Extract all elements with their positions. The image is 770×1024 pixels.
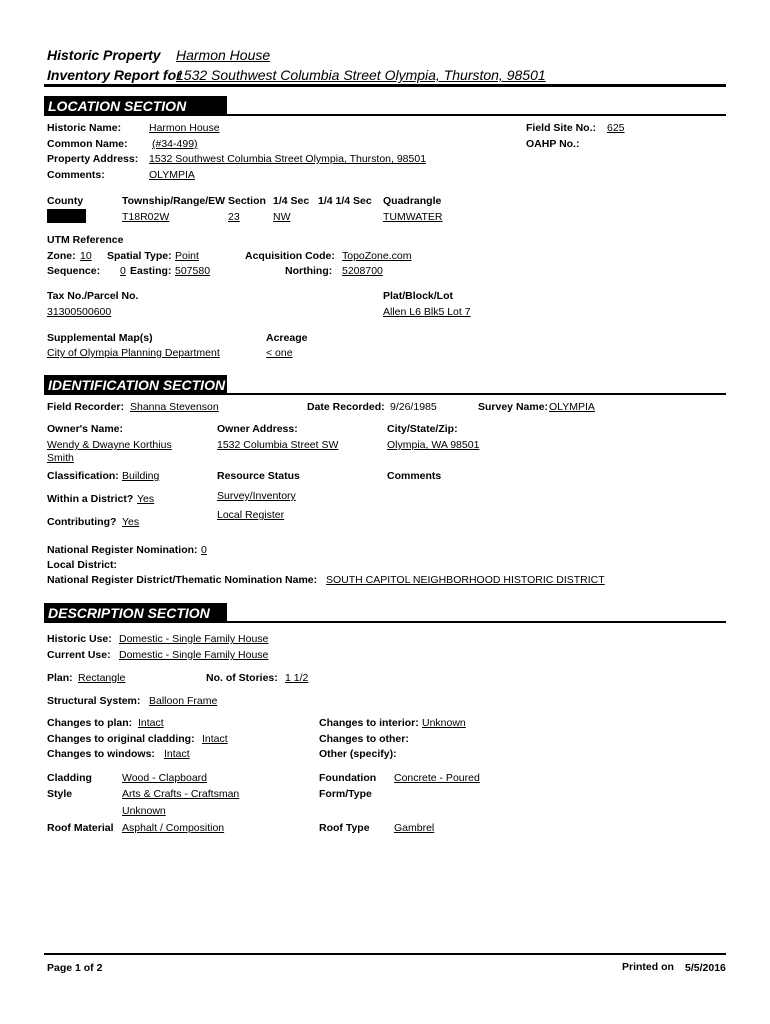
header-title-label: Historic Property xyxy=(47,47,161,63)
nr-district-label: National Register District/Thematic Nomination Name: xyxy=(47,574,318,586)
roof-material-value: Asphalt / Composition xyxy=(122,822,225,834)
survey-name-value: OLYMPIA xyxy=(549,401,595,413)
acquisition-value: TopoZone.com xyxy=(342,250,412,262)
northing-label: Northing: xyxy=(285,265,333,277)
historic-name-value: Harmon House xyxy=(149,122,220,134)
city-state-zip-label: City/State/Zip: xyxy=(387,423,458,435)
current-use-label: Current Use: xyxy=(47,649,111,661)
stories-label: No. of Stories: xyxy=(206,672,278,684)
contributing-value: Yes xyxy=(122,516,140,528)
changes-other-label: Changes to other: xyxy=(319,733,409,745)
sequence-value: 0 xyxy=(120,265,126,277)
quadrangle-value: TUMWATER xyxy=(383,211,443,223)
resource-status-value-1: Survey/Inventory xyxy=(217,490,296,502)
header-report-label: Inventory Report for xyxy=(47,67,182,83)
id-comments-label: Comments xyxy=(387,470,442,482)
nr-nomination-label: National Register Nomination: xyxy=(47,544,198,556)
current-use-value: Domestic - Single Family House xyxy=(119,649,269,661)
property-address-value: 1532 Southwest Columbia Street Olympia, Thurston, 98501 xyxy=(149,153,427,165)
trs-value: T18R02W xyxy=(122,211,170,223)
roof-type-value: Gambrel xyxy=(394,822,435,834)
owner-address-label: Owner Address: xyxy=(217,423,298,435)
spatial-type-label: Spatial Type: xyxy=(107,250,172,262)
contributing-label: Contributing? xyxy=(47,516,117,528)
utm-label: UTM Reference xyxy=(47,234,124,246)
supplemental-map-value: City of Olympia Planning Department xyxy=(47,347,220,359)
location-section-title: LOCATION SECTION xyxy=(48,98,187,114)
nr-district-value: SOUTH CAPITOL NEIGHBORHOOD HISTORIC DISTRICT xyxy=(326,574,605,586)
nr-nomination-value: 0 xyxy=(201,544,207,556)
field-recorder-value: Shanna Stevenson xyxy=(130,401,219,413)
owners-name-value-1: Wendy & Dwayne Korthius xyxy=(47,439,172,451)
within-district-value: Yes xyxy=(137,493,155,505)
tax-parcel-value: 31300500600 xyxy=(47,306,112,318)
plan-label: Plan: xyxy=(47,672,73,684)
changes-cladding-label: Changes to original cladding: xyxy=(47,733,195,745)
plat-block-lot-value: Allen L6 Blk5 Lot 7 xyxy=(383,306,471,318)
classification-label: Classification: xyxy=(47,470,119,482)
cladding-label: Cladding xyxy=(47,772,92,784)
resource-status-value-2: Local Register xyxy=(217,509,285,521)
field-recorder-label: Field Recorder: xyxy=(47,401,125,413)
changes-interior-value: Unknown xyxy=(422,717,466,729)
county-label: County xyxy=(47,195,84,207)
date-recorded-value: 9/26/1985 xyxy=(390,401,437,413)
quarter-sec-label: 1/4 Sec xyxy=(273,195,310,207)
header-property-name: Harmon House xyxy=(176,47,271,63)
section-label: Section xyxy=(228,195,266,207)
field-site-label: Field Site No.: xyxy=(526,122,597,134)
spatial-type-value: Point xyxy=(175,250,199,262)
quarter-sec-value: NW xyxy=(273,211,291,223)
style-value-1: Arts & Crafts - Craftsman xyxy=(122,788,240,800)
resource-status-label: Resource Status xyxy=(217,470,300,482)
city-state-zip-value: Olympia, WA 98501 xyxy=(387,439,480,451)
roof-type-label: Roof Type xyxy=(319,822,370,834)
zone-label: Zone: xyxy=(47,250,76,262)
supplemental-map-label: Supplemental Map(s) xyxy=(47,332,153,344)
printed-date: 5/5/2016 xyxy=(685,962,726,974)
acquisition-label: Acquisition Code: xyxy=(245,250,335,262)
structural-system-value: Balloon Frame xyxy=(149,695,218,707)
changes-cladding-value: Intact xyxy=(202,733,228,745)
historic-name-label: Historic Name: xyxy=(47,122,122,134)
property-address-label: Property Address: xyxy=(47,153,139,165)
historic-use-label: Historic Use: xyxy=(47,633,112,645)
classification-value: Building xyxy=(122,470,160,482)
easting-label: Easting: xyxy=(130,265,172,277)
roof-material-label: Roof Material xyxy=(47,822,114,834)
foundation-label: Foundation xyxy=(319,772,377,784)
plat-block-lot-label: Plat/Block/Lot xyxy=(383,290,454,302)
common-name-value: (#34-499) xyxy=(152,138,198,150)
acreage-value: < one xyxy=(266,347,293,359)
style-label: Style xyxy=(47,788,73,800)
changes-windows-label: Changes to windows: xyxy=(47,748,155,760)
header-address: 1532 Southwest Columbia Street Olympia, Thurston, 98501 xyxy=(176,67,546,83)
local-district-label: Local District: xyxy=(47,559,118,571)
plan-value: Rectangle xyxy=(78,672,126,684)
footer-rule xyxy=(44,953,726,955)
printed-on-label: Printed on xyxy=(622,961,674,973)
location-rule xyxy=(44,114,726,116)
zone-value: 10 xyxy=(80,250,92,262)
form-type-label: Form/Type xyxy=(319,788,372,800)
description-rule xyxy=(44,621,726,623)
changes-plan-value: Intact xyxy=(138,717,164,729)
owner-address-value: 1532 Columbia Street SW xyxy=(217,439,339,451)
oahp-label: OAHP No.: xyxy=(526,138,580,150)
northing-value: 5208700 xyxy=(342,265,383,277)
historic-use-value: Domestic - Single Family House xyxy=(119,633,269,645)
header-rule xyxy=(44,84,726,87)
survey-name-label: Survey Name: xyxy=(478,401,549,413)
description-section-bar xyxy=(44,603,227,623)
identification-section-title: IDENTIFICATION SECTION xyxy=(48,377,226,393)
identification-rule xyxy=(44,393,726,395)
county-redacted-box xyxy=(47,209,86,223)
quadrangle-label: Quadrangle xyxy=(383,195,442,207)
location-section-bar xyxy=(44,96,227,116)
owners-name-value-2: Smith xyxy=(47,452,74,464)
description-section-title: DESCRIPTION SECTION xyxy=(48,605,210,621)
structural-system-label: Structural System: xyxy=(47,695,141,707)
tax-parcel-label: Tax No./Parcel No. xyxy=(47,290,139,302)
changes-plan-label: Changes to plan: xyxy=(47,717,133,729)
page-number: Page 1 of 2 xyxy=(47,962,103,974)
identification-section-bar xyxy=(44,375,227,395)
easting-value: 507580 xyxy=(175,265,211,277)
other-specify-label: Other (specify): xyxy=(319,748,397,760)
quarter-quarter-sec-label: 1/4 1/4 Sec xyxy=(318,195,372,207)
comments-label: Comments: xyxy=(47,169,105,181)
comments-value: OLYMPIA xyxy=(149,169,195,181)
section-value: 23 xyxy=(228,211,240,223)
stories-value: 1 1/2 xyxy=(285,672,309,684)
foundation-value: Concrete - Poured xyxy=(394,772,480,784)
sequence-label: Sequence: xyxy=(47,265,101,277)
trs-label: Township/Range/EW xyxy=(122,195,226,207)
within-district-label: Within a District? xyxy=(47,493,134,505)
acreage-label: Acreage xyxy=(266,332,308,344)
style-value-2: Unknown xyxy=(122,805,166,817)
date-recorded-label: Date Recorded: xyxy=(307,401,385,413)
common-name-label: Common Name: xyxy=(47,138,128,150)
changes-interior-label: Changes to interior: xyxy=(319,717,419,729)
field-site-value: 625 xyxy=(607,122,625,134)
changes-windows-value: Intact xyxy=(164,748,190,760)
owners-name-label: Owner's Name: xyxy=(47,423,124,435)
cladding-value: Wood - Clapboard xyxy=(122,772,208,784)
